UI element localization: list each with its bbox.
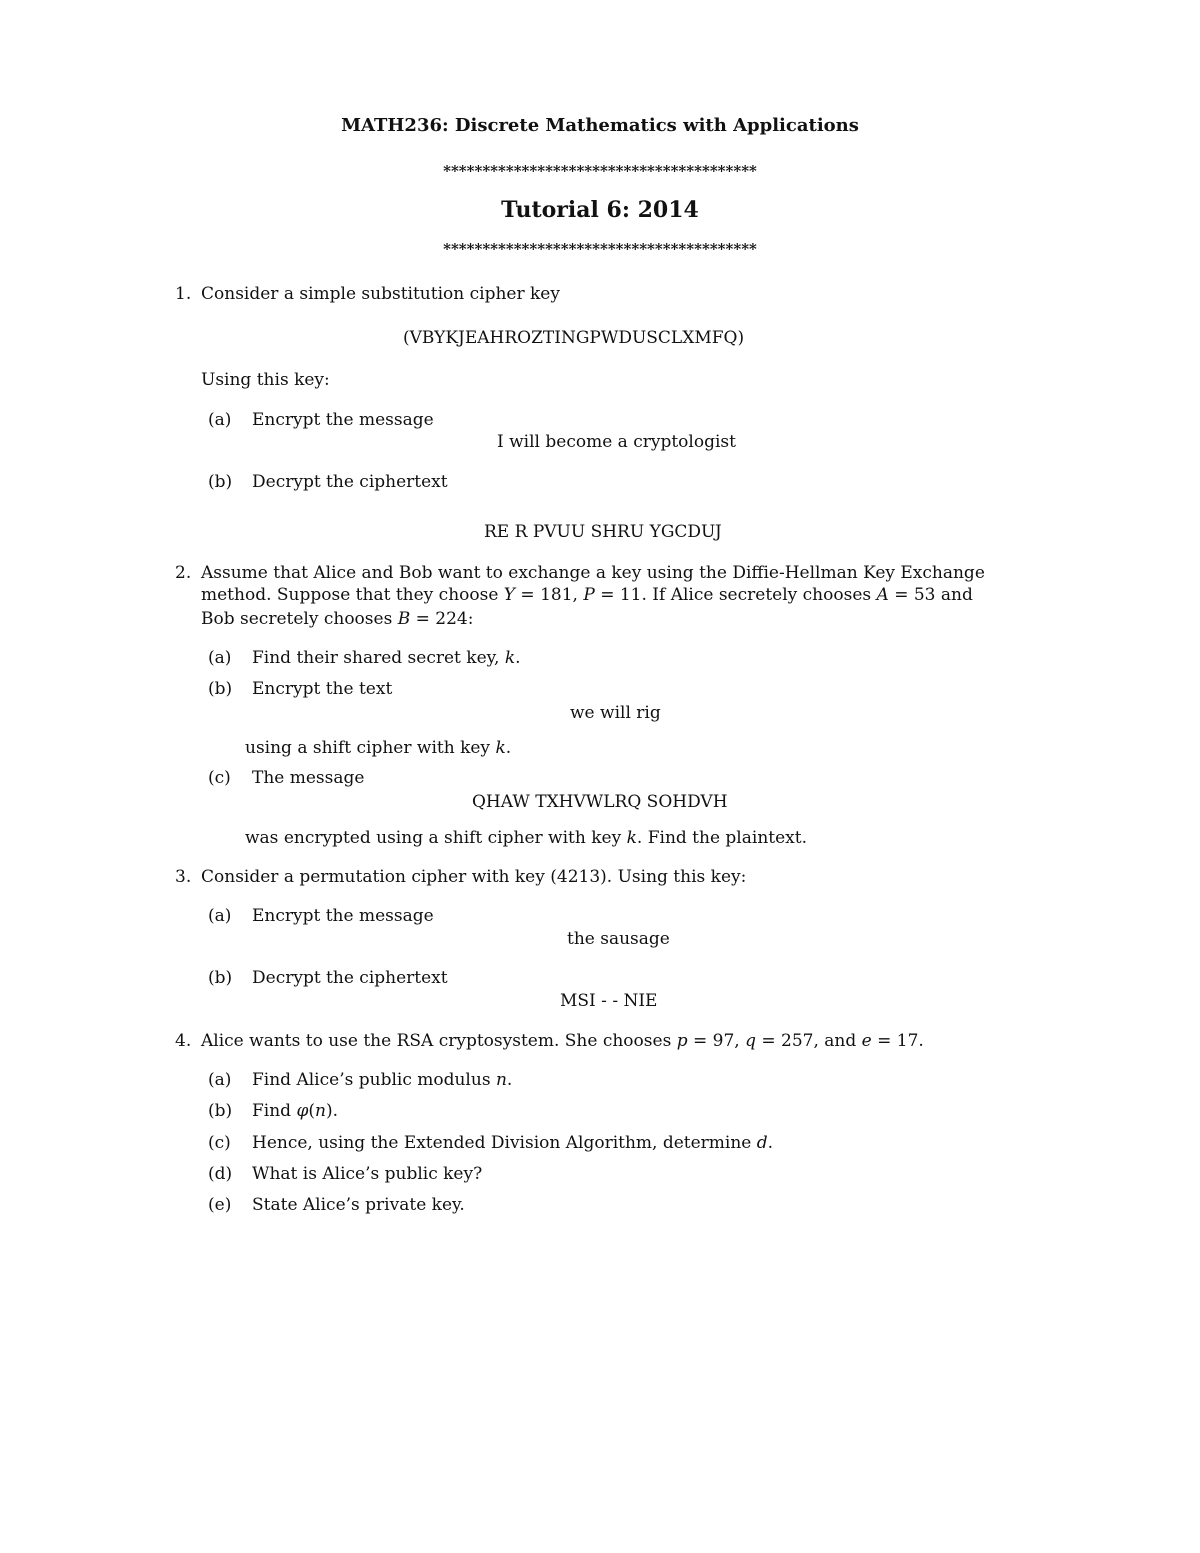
q1-a-display: I will become a cryptologist <box>497 432 736 452</box>
q4-c-d: d <box>756 1133 768 1153</box>
q3-intro-text: Consider a permutation cipher with key (4213). Using this key: <box>201 867 747 887</box>
q2-b-after <box>245 738 511 758</box>
q2-line3-a: Bob secretely chooses <box>201 609 398 629</box>
q2-c-k: k <box>626 828 637 848</box>
divider-bottom: **************************************** <box>443 240 757 258</box>
q4-c-label: (c) <box>208 1133 231 1153</box>
q3-a-text: Encrypt the message <box>252 906 434 926</box>
q4-e-label: (e) <box>208 1195 232 1215</box>
q2-a-text: Find their shared secret key, <box>252 648 505 668</box>
q2-line3-b: = 224: <box>410 609 474 629</box>
q2-part-b <box>208 679 392 699</box>
q2-c-label: (c) <box>208 768 231 788</box>
q4-part-d <box>208 1164 482 1184</box>
q2-line2-a: method. Suppose that they choose <box>201 585 504 605</box>
q4-var-q: q <box>745 1031 756 1051</box>
q2-line1 <box>175 563 985 583</box>
q1-b-display: RE R PVUU SHRU YGCDUJ <box>484 522 722 542</box>
q2-var-b: B <box>397 609 411 629</box>
q1-intro <box>175 284 560 304</box>
q2-var-p: P <box>583 585 595 605</box>
q2-line2 <box>201 585 973 605</box>
q3-part-b <box>208 968 448 988</box>
q2-b-text: Encrypt the text <box>252 679 393 699</box>
q2-c-display: QHAW TXHVWLRQ SOHDVH <box>472 792 728 812</box>
q1-a-label: (a) <box>208 410 232 430</box>
q2-number: 2. <box>175 563 192 583</box>
q2-c-text: The message <box>252 768 365 788</box>
q4-b-label: (b) <box>208 1101 233 1121</box>
q2-b-k: k <box>495 738 506 758</box>
tutorial-title: Tutorial 6: 2014 <box>501 197 699 223</box>
q2-line3 <box>201 609 473 629</box>
q2-b-label: (b) <box>208 679 233 699</box>
q3-b-label: (b) <box>208 968 233 988</box>
q1-intro-text: Consider a simple substitution cipher key <box>201 284 560 304</box>
q4-b-phi: φ <box>296 1101 309 1121</box>
q2-b-period: . <box>505 738 512 758</box>
q3-a-display: the sausage <box>567 929 670 949</box>
q1-number: 1. <box>175 284 192 304</box>
q4-e-text: State Alice’s private key. <box>252 1195 465 1215</box>
q4-a-n: n <box>495 1070 507 1090</box>
q1-b-label: (b) <box>208 472 233 492</box>
q2-b-display: we will rig <box>570 703 661 723</box>
q2-line2-d: = 53 and <box>888 585 973 605</box>
q4-c-text: Hence, using the Extended Division Algorithm, determine <box>252 1133 757 1153</box>
q4-b-text: Find <box>252 1101 297 1121</box>
q2-var-a: A <box>876 585 889 605</box>
q3-number: 3. <box>175 867 192 887</box>
q2-part-c <box>208 768 364 788</box>
q2-a-label: (a) <box>208 648 232 668</box>
q3-b-display: MSI - - NIE <box>560 991 658 1011</box>
q1-part-b <box>208 472 448 492</box>
q4-a-label: (a) <box>208 1070 232 1090</box>
q4-eq1: = 97, <box>687 1031 746 1051</box>
q4-eq2: = 257, and <box>755 1031 862 1051</box>
q4-var-p: p <box>676 1031 688 1051</box>
q4-number: 4. <box>175 1031 192 1051</box>
q4-part-c: (c) Hence, using the Extended Division Algorithm, determine d. <box>208 1133 774 1153</box>
q2-c-after-a: was encrypted using a shift cipher with key <box>245 828 627 848</box>
q4-eq3: = 17. <box>871 1031 924 1051</box>
q2-var-y: Y <box>503 585 516 605</box>
q3-part-a <box>208 906 434 926</box>
q2-line1-text: Assume that Alice and Bob want to exchange a key using the Diffie-Hellman Key Exchange <box>201 563 985 583</box>
q4-b-paren-open: ( <box>308 1101 316 1121</box>
q4-intro <box>175 1031 924 1051</box>
q2-a-period: . <box>515 648 521 668</box>
q4-b-n: n <box>315 1101 326 1121</box>
q2-b-after-text: using a shift cipher with key <box>245 738 496 758</box>
q1-key: (VBYKJEAHROZTINGPWDUSCLXMFQ) <box>403 328 745 348</box>
q2-a-k: k <box>504 648 516 668</box>
course-title: MATH236: Discrete Mathematics with Applications <box>341 115 859 136</box>
q1-using: Using this key: <box>201 370 330 390</box>
q2-line2-c: = 11. If Alice secretely chooses <box>594 585 877 605</box>
q2-c-after <box>245 828 807 848</box>
q4-part-e <box>208 1195 465 1215</box>
q1-b-text: Decrypt the ciphertext <box>252 472 448 492</box>
q4-var-e: e <box>861 1031 872 1051</box>
q1-part-a <box>208 410 434 430</box>
q2-line2-b: = 181, <box>515 585 584 605</box>
q4-b-paren-close: ). <box>325 1101 339 1121</box>
q3-intro <box>175 867 746 887</box>
q2-c-after-b: . Find the plaintext. <box>636 828 807 848</box>
q1-a-text: Encrypt the message <box>252 410 434 430</box>
q3-a-label: (a) <box>208 906 232 926</box>
q4-d-text: What is Alice’s public key? <box>252 1164 483 1184</box>
q3-b-text: Decrypt the ciphertext <box>252 968 448 988</box>
divider-top: **************************************** <box>443 162 757 180</box>
q4-part-b <box>208 1101 338 1121</box>
q4-a-text: Find Alice’s public modulus <box>252 1070 496 1090</box>
q4-part-a: (a) Find Alice’s public modulus n. <box>208 1070 513 1090</box>
q2-part-a <box>208 648 521 668</box>
q4-intro-a: Alice wants to use the RSA cryptosystem. She chooses <box>201 1031 677 1051</box>
q4-d-label: (d) <box>208 1164 233 1184</box>
